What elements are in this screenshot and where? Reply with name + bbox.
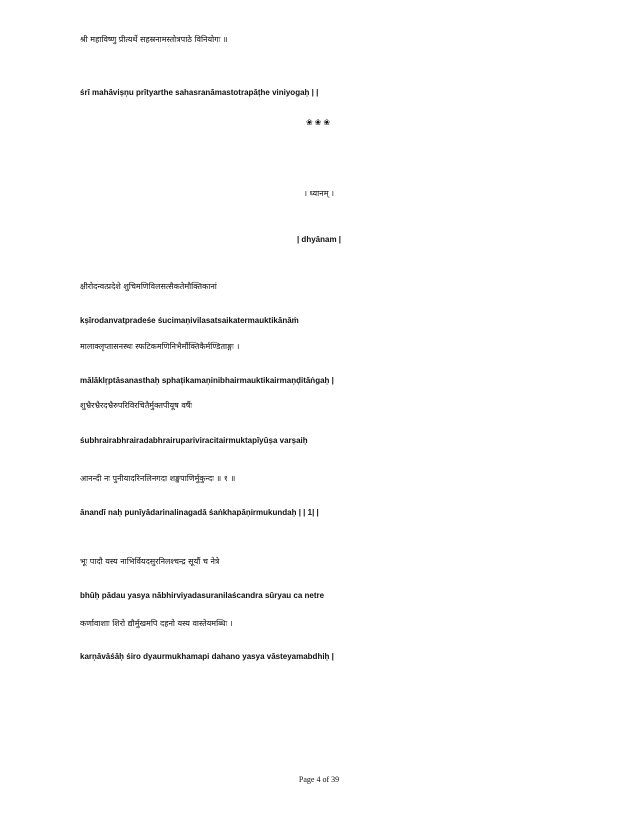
invocation-transliteration: śrī mahāviṣṇu prītyarthe sahasranāmastotrapāṭhe viniyogaḥ | | [80,88,319,97]
verse-line-transliteration: mālāklṛptāsanasthaḥ sphaṭikamaṇinibhairmauktikairmaṇḍitāṅgaḥ | [80,376,334,385]
flower-ornament: ❀❀❀ [305,118,333,127]
verse-line-transliteration: karṇāvāśāḥ śiro dyaurmukhamapi dahano yasya vāsteyamabdhiḥ | [80,652,334,661]
section-title-transliteration: | dhyānam | [296,235,342,244]
verse-line-transliteration: kṣīrodanvatpradeśe śucimaṇivilasatsaikatermauktikānāṁ [80,316,299,325]
verse-line-devanagari: कर्णावाशाः शिरो द्यौर्मुखमपि दहनो यस्य वास्तेयमब्धिः । [80,619,233,628]
verse-line-transliteration: śubhrairabhrairadabhrairupariviracitairmuktapīyūṣa varṣaiḥ [80,436,308,445]
invocation-devanagari: श्री महाविष्णु प्रीत्यर्थे सहस्रनामस्तोत्रपाठे विनियोगः ॥ [80,35,228,44]
page-number: Page 4 of 39 [298,775,340,784]
verse-line-transliteration: bhūḥ pādau yasya nābhirviyadasuranilaścandra sūryau ca netre [80,591,325,600]
verse-line-transliteration: ānandī naḥ punīyādarinalinagadā śaṅkhapāṇirmukundaḥ | | 1| | [80,508,319,517]
verse-line-devanagari: भूः पादौ यस्य नाभिर्वियदसुरनिलश्चन्द्र सूर्यौ च नेत्रे [80,557,220,566]
verse-line-devanagari: मालाक्लृप्तासनस्थः स्फटिकमणिनिभैर्मौक्तिकैर्मण्डिताङ्गः । [80,342,240,351]
section-title-devanagari: । ध्यानम् । [303,189,335,198]
verse-line-devanagari: क्षीरोदन्वत्प्रदेशे शुचिमणिविलसत्सैकतेमौक्तिकानां [80,282,217,291]
verse-line-devanagari: आनन्दी नः पुनीयादरिनलिनगदा शङ्खपाणिर्मुकुन्दः ॥ १ ॥ [80,474,236,483]
verse-line-devanagari: शुभ्रैरभ्रैरदभ्रैरुपरिविरचितैर्मुक्तपीयूष वर्षैः [80,401,193,410]
